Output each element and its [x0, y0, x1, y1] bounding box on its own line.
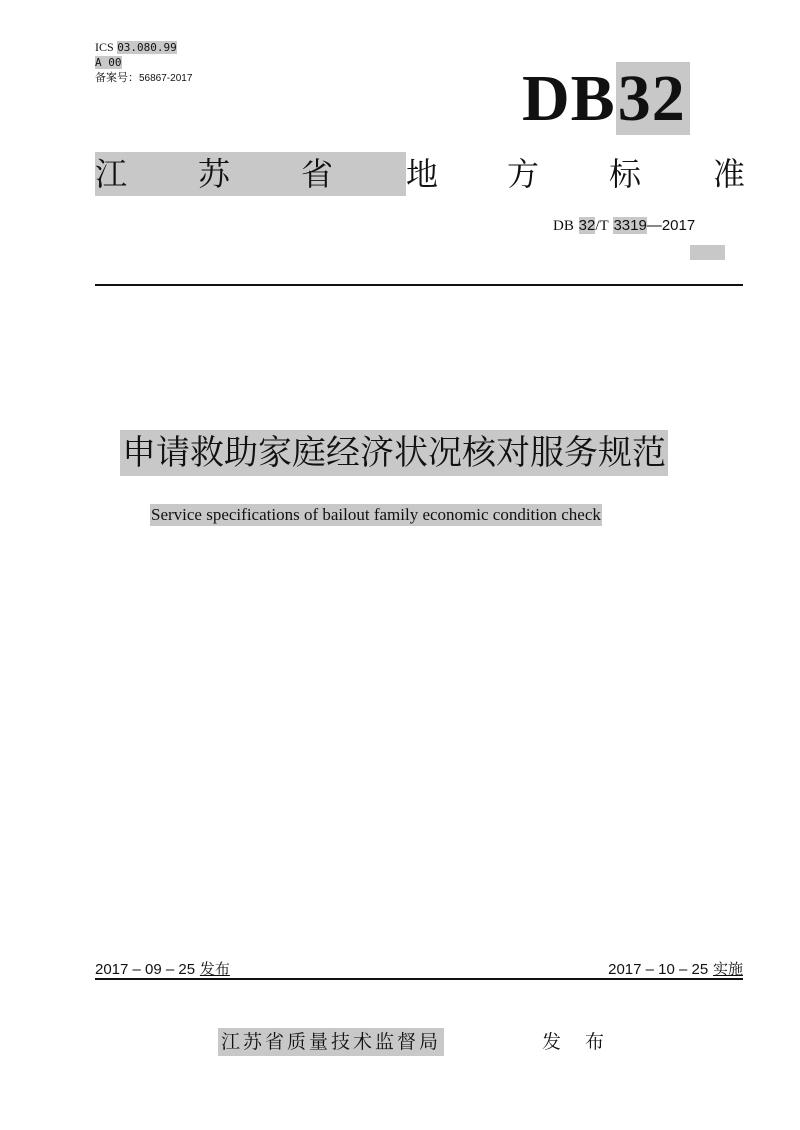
issue-label: 发布 [199, 960, 230, 978]
filing-row [95, 70, 192, 86]
document-title-zh: 申请救助家庭经济状况核对服务规范 [120, 430, 668, 476]
std-number: 3319 [613, 217, 647, 234]
ics-row [95, 40, 192, 55]
publisher-name: 江苏省质量技术监督局 [218, 1028, 444, 1056]
filing-number: 56867-2017 [139, 73, 193, 84]
std-province: 32 [578, 217, 596, 234]
implement-date-value: 2017 – 10 – 25 [608, 961, 709, 978]
logo-number: 32 [616, 62, 690, 135]
ccs-row [95, 55, 192, 70]
std-type: /T [595, 218, 609, 234]
ics-code: 03.080.99 [117, 41, 177, 54]
title-char: 准 [713, 155, 746, 193]
filing-label: 备案号： [95, 71, 139, 84]
std-year: —2017 [646, 217, 696, 234]
document-title-en: Service specifications of bailout family economic condition check [151, 505, 601, 524]
implement-date [608, 958, 743, 979]
db32-logo [522, 64, 690, 134]
logo-letters: DB [522, 62, 616, 135]
replacement-box [690, 245, 725, 260]
ccs-code: A 00 [95, 56, 122, 69]
title-char: 方 [507, 155, 540, 193]
classification-block [95, 40, 192, 86]
title-char: 苏 [198, 155, 231, 193]
issue-date [95, 958, 230, 979]
top-rule [95, 284, 743, 286]
std-prefix: DB [553, 218, 574, 234]
ics-label: ICS [95, 40, 114, 54]
title-char: 地 [406, 155, 439, 193]
implement-label: 实施 [712, 960, 743, 978]
standard-type-title [95, 152, 745, 196]
title-char: 标 [609, 155, 642, 193]
bottom-rule [95, 978, 743, 980]
title-char: 江 [95, 155, 128, 193]
publish-word: 发 布 [542, 1031, 614, 1053]
title-highlight [95, 152, 406, 196]
standard-number [553, 216, 695, 235]
issue-date-value: 2017 – 09 – 25 [95, 961, 196, 978]
title-char: 省 [301, 155, 334, 193]
